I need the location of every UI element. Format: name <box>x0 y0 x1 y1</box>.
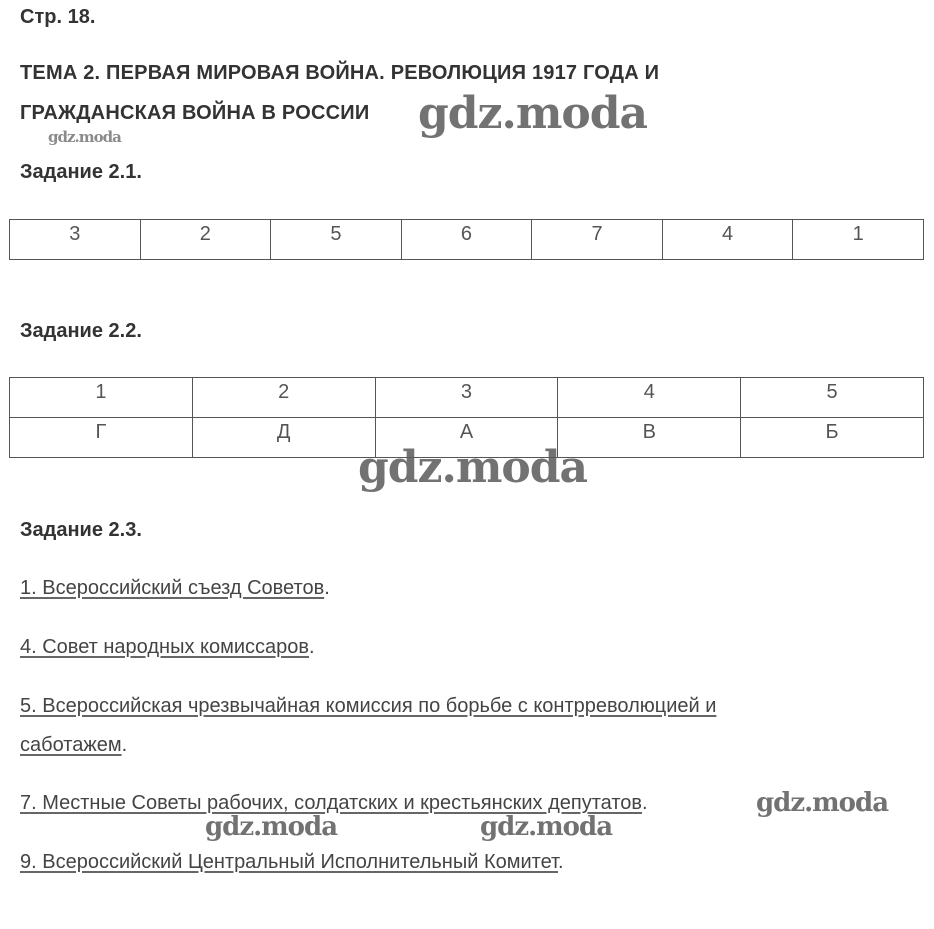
task-2-1-title: Задание 2.1. <box>20 161 142 183</box>
answer-item <box>20 628 315 667</box>
table-cell: Д <box>192 418 375 458</box>
table-cell: Б <box>741 418 924 458</box>
table-cell: 4 <box>558 378 741 418</box>
answer-item <box>20 569 330 608</box>
answer-item <box>20 843 564 882</box>
watermark: gdz.moda <box>418 88 648 139</box>
table-cell: 2 <box>192 378 375 418</box>
table-row <box>10 220 924 260</box>
answer-text: 1. Всероссийский съезд Советов <box>20 577 325 599</box>
answer-text: 4. Совет народных комиссаров <box>20 636 310 658</box>
watermark: gdz.moda <box>205 812 338 842</box>
table-cell: 7 <box>532 220 663 260</box>
answer-end: . <box>558 851 564 873</box>
answer-item <box>20 687 716 726</box>
watermark: gdz.moda <box>480 812 613 842</box>
answer-end: . <box>642 792 648 814</box>
page-label: Стр. 18. <box>20 6 96 28</box>
watermark: gdz.moda <box>756 788 889 818</box>
table-cell: 3 <box>375 378 558 418</box>
table-cell: 3 <box>10 220 141 260</box>
table-cell: 1 <box>10 378 193 418</box>
table-cell: А <box>375 418 558 458</box>
answer-item-continuation <box>20 726 127 765</box>
table-cell: 2 <box>140 220 271 260</box>
watermark: gdz.moda <box>358 442 588 493</box>
table-cell: В <box>558 418 741 458</box>
table-cell: 5 <box>271 220 402 260</box>
table-row <box>10 378 924 418</box>
table-cell: Г <box>10 418 193 458</box>
task-2-2-title: Задание 2.2. <box>20 320 142 342</box>
watermark: gdz.moda <box>48 128 121 146</box>
table-cell: 1 <box>793 220 924 260</box>
table-cell: 4 <box>662 220 793 260</box>
table-cell: 5 <box>741 378 924 418</box>
answer-text: 9. Всероссийский Центральный Исполнительный Комитет <box>20 851 558 873</box>
answer-text: 7. Местные Советы рабочих, солдатских и крестьянских депутатов <box>20 792 643 814</box>
task-2-3-title: Задание 2.3. <box>20 519 142 541</box>
answer-end: . <box>324 577 330 599</box>
topic-title-line2: ГРАЖДАНСКАЯ ВОЙНА В РОССИИ <box>20 102 370 124</box>
answer-end: . <box>121 734 128 756</box>
topic-title-line1: ТЕМА 2. ПЕРВАЯ МИРОВАЯ ВОЙНА. РЕВОЛЮЦИЯ 1917 ГОДА И <box>20 62 660 84</box>
answer-end: . <box>309 636 315 658</box>
answer-text: саботажем <box>20 734 122 756</box>
table-cell: 6 <box>401 220 532 260</box>
task-2-1-table <box>9 219 924 260</box>
answer-text: 5. Всероссийская чрезвычайная комиссия по борьбе с контрреволюцией и <box>20 695 717 717</box>
